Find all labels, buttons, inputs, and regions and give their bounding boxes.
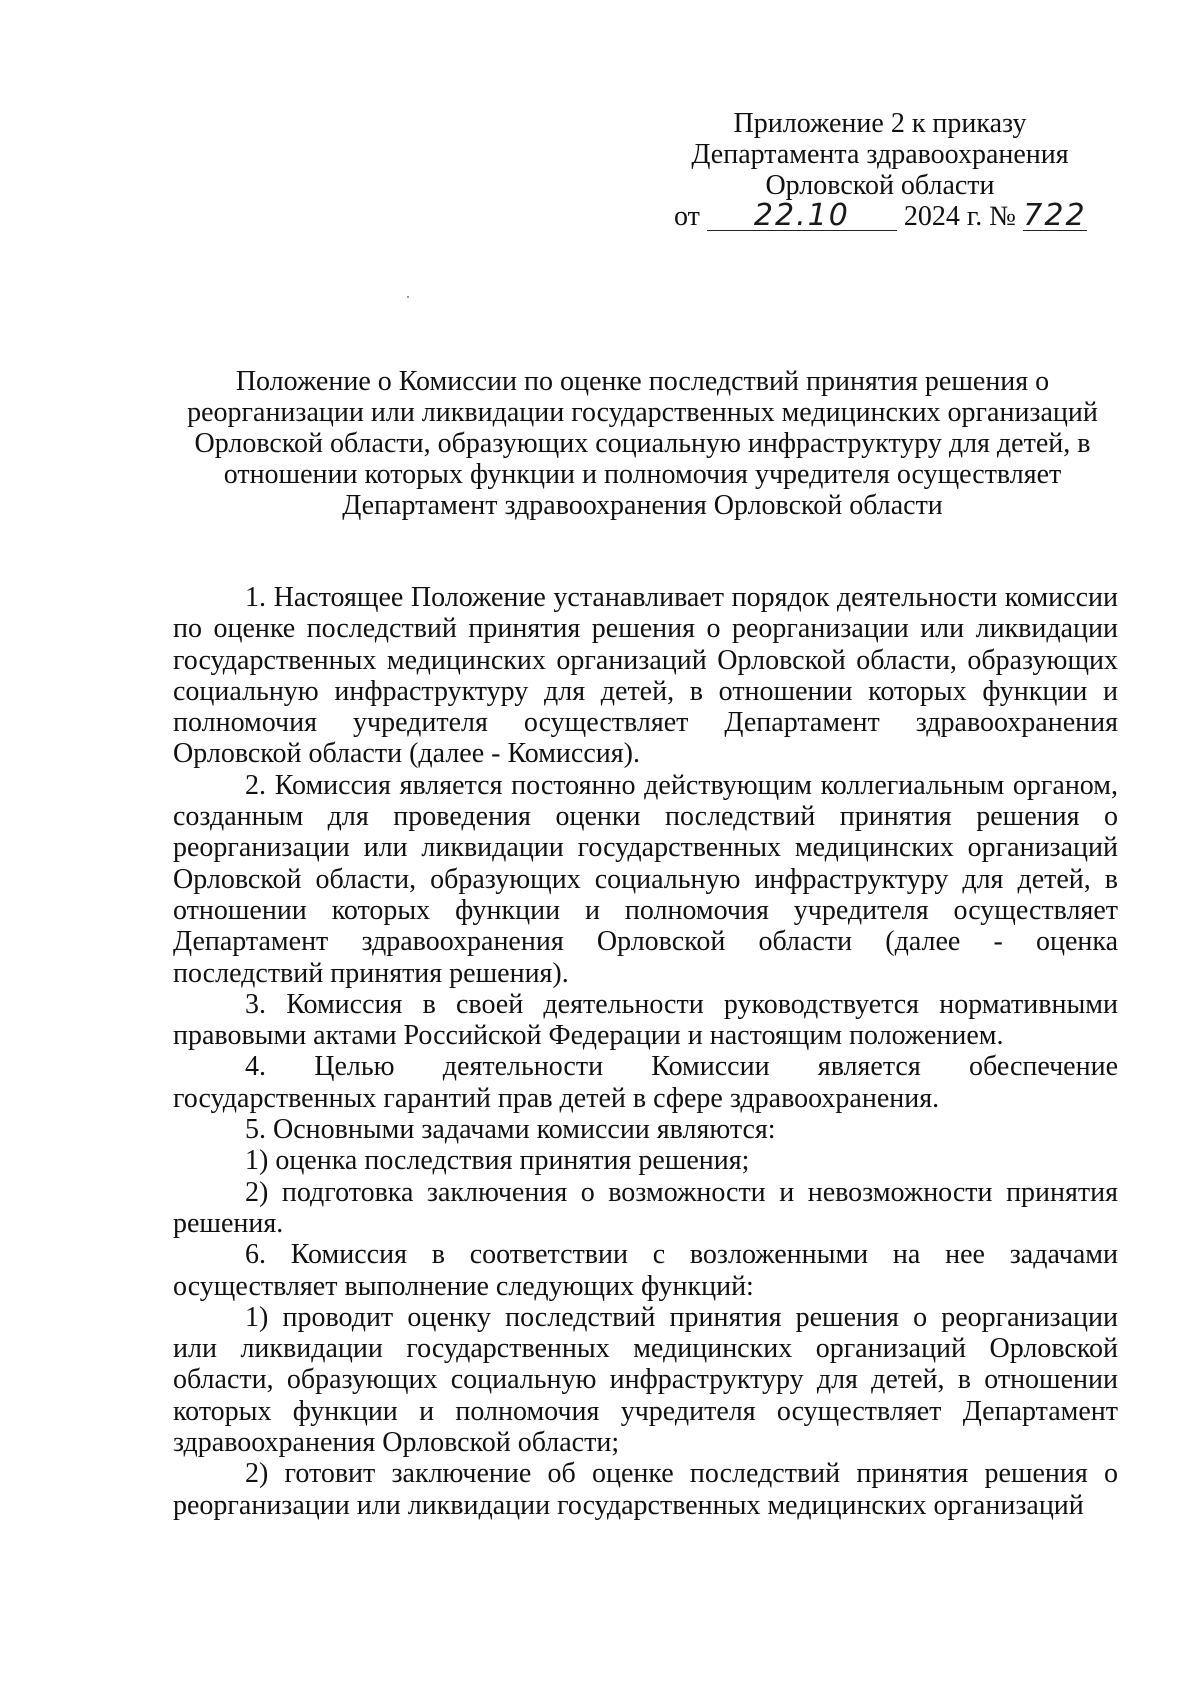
title-line-4: отношении которых функции и полномочия учредителя осуществляет [223,459,1062,490]
title-line-2: реорганизации или ликвидации государственных медицинских организаций [187,397,1098,428]
document-title [170,366,1115,521]
title-line-5: Департамент здравоохранения Орловской области [342,490,943,521]
paragraph-1: 1. Настоящее Положение устанавливает порядок деятельности комиссии по оценке последствий принятия решения о реорганизации или ликвидации государственных медицинских организаций Орловской области, образующих социальную инфраструктуру для детей, в отношении которых функции и полномочия учредителя осуществляет Департамент здравоохранения Орловской области (далее - Комиссия). [173,582,1118,770]
title-line-3: Орловской области, образующих социальную инфраструктуру для детей, в [194,428,1091,459]
annex-from-label: от [674,201,700,232]
paragraph-6-item-1: 1) проводит оценку последствий принятия решения о реорганизации или ликвидации государственных медицинских организаций Орловской области, образующих социальную инфраструктуру для детей, в отношении которых функции и полномочия учредителя осуществляет Департамент здравоохранения Орловской области; [173,1301,1118,1459]
title-line-1: Положение о Комиссии по оценке последствий принятия решения о [235,366,1050,397]
annex-date-line [674,198,1100,233]
paragraph-6: 6. Комиссия в соответствии с возложенными на нее задачами осуществляет выполнение следующих функций: [173,1239,1118,1302]
annex-line-1: Приложение 2 к приказу [733,108,1027,139]
annex-year-label: 2024 г. № [903,201,1016,232]
paragraph-5-item-2: 2) подготовка заключения о возможности и невозможности принятия решения. [173,1176,1118,1239]
scan-speck [407,296,409,298]
paragraph-2: 2. Комиссия является постоянно действующим коллегиальным органом, созданным для проведения оценки последствий принятия решения о реорганизации или ликвидации государственных медицинских организаций Орловской области, образующих социальную инфраструктуру для детей, в отношении которых функции и полномочия учредителя осуществляет Департамент здравоохранения Орловской области (далее - оценка последствий принятия решения). [173,769,1118,989]
annex-line-3: Орловской области [765,170,995,201]
annex-line-2: Департамента здравоохранения [691,139,1069,170]
paragraph-5: 5. Основными задачами комиссии являются: [245,1114,776,1146]
handwritten-date: 22.10 [707,202,897,231]
annex-header [660,108,1100,232]
paragraph-4: 4. Целью деятельности Комиссии является обеспечение государственных гарантий прав детей в сфере здравоохранения. [173,1051,1118,1114]
document-body [173,582,1118,1521]
paragraph-5-item-1: 1) оценка последствия принятия решения; [245,1145,750,1177]
paragraph-3: 3. Комиссия в своей деятельности руководствуется нормативными правовыми актами Российской Федерации и настоящим положением. [173,988,1118,1052]
handwritten-order-number: 722 [1023,198,1087,233]
paragraph-6-item-2: 2) готовит заключение об оценке последствий принятия решения о реорганизации или ликвидации государственных медицинских организаций [173,1458,1118,1521]
